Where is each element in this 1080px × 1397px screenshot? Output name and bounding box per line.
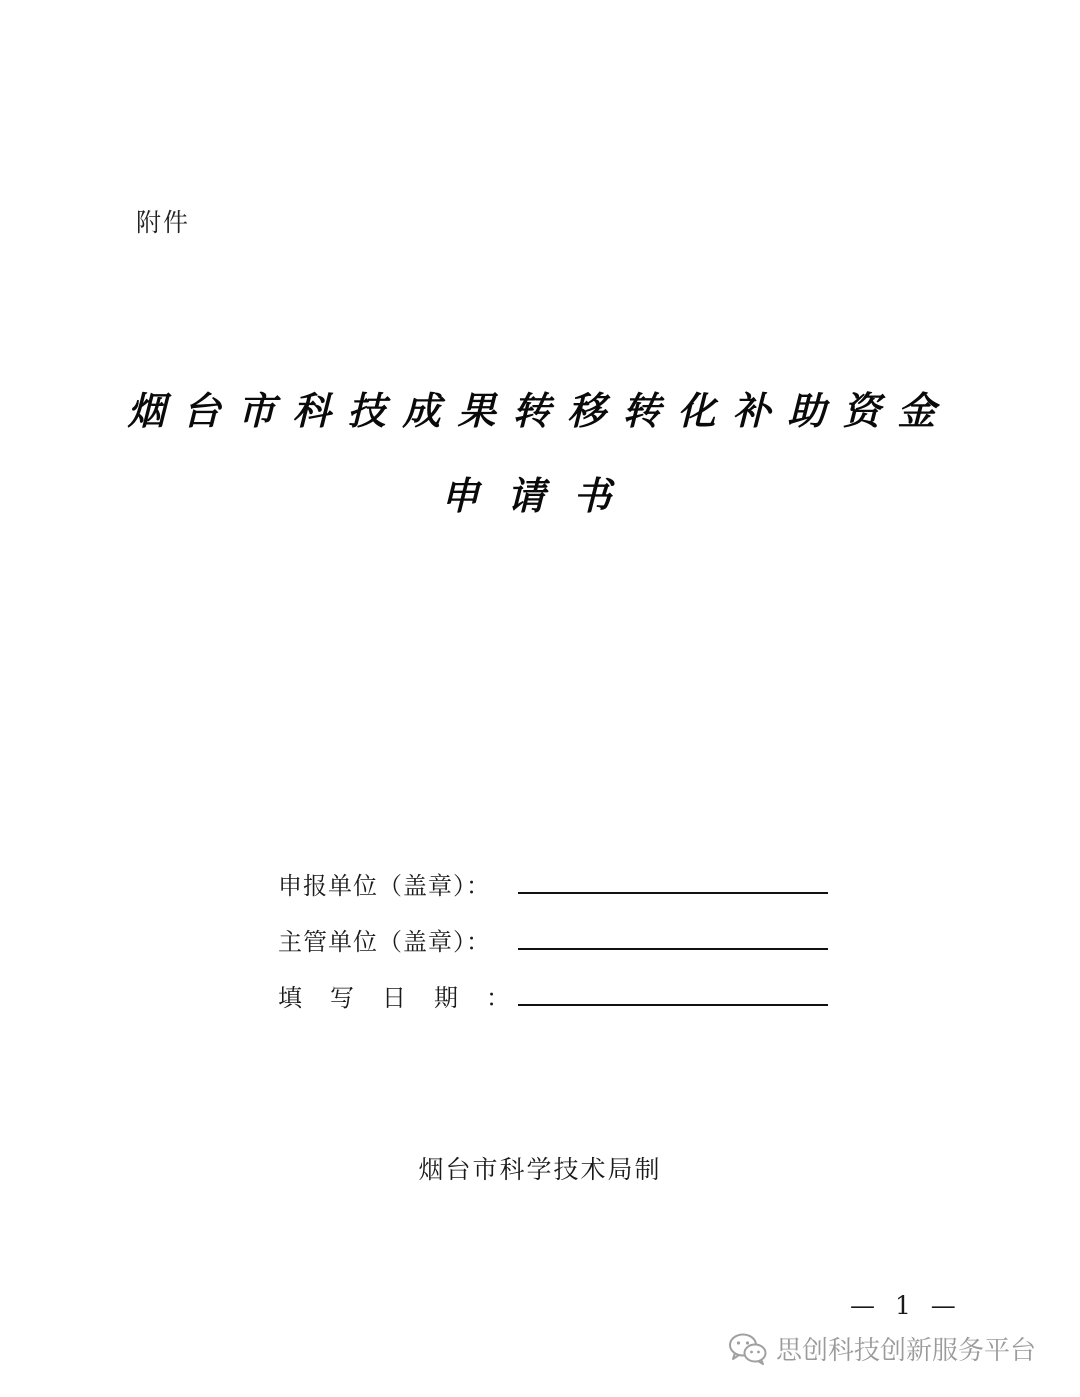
applicant-unit-label: 申报单位（盖章）：: [278, 872, 491, 900]
applicant-unit-field[interactable]: [518, 892, 828, 894]
form-row-supervisor: [278, 918, 838, 974]
form-row-date: [278, 974, 838, 1030]
issuer-text: 烟台市科学技术局制: [418, 1155, 662, 1184]
watermark-text: 思创科技创新服务平台: [776, 1336, 1037, 1366]
attachment-label: 附件: [136, 208, 191, 237]
document-title-line-1: 烟台市科技成果转移转化补助资金: [127, 388, 953, 433]
page-number: — 1 —: [850, 1291, 962, 1320]
supervisor-unit-label: 主管单位（盖章）：: [278, 928, 491, 956]
wechat-icon: [728, 1332, 768, 1366]
watermark: [728, 1330, 1036, 1367]
form-row-applicant: [278, 862, 838, 918]
signature-form: [278, 862, 838, 1030]
fill-date-field[interactable]: [518, 1004, 828, 1006]
document-title-line-2: 申请书: [440, 473, 639, 518]
supervisor-unit-field[interactable]: [518, 948, 828, 950]
fill-date-label: 填写日期：: [278, 984, 538, 1012]
